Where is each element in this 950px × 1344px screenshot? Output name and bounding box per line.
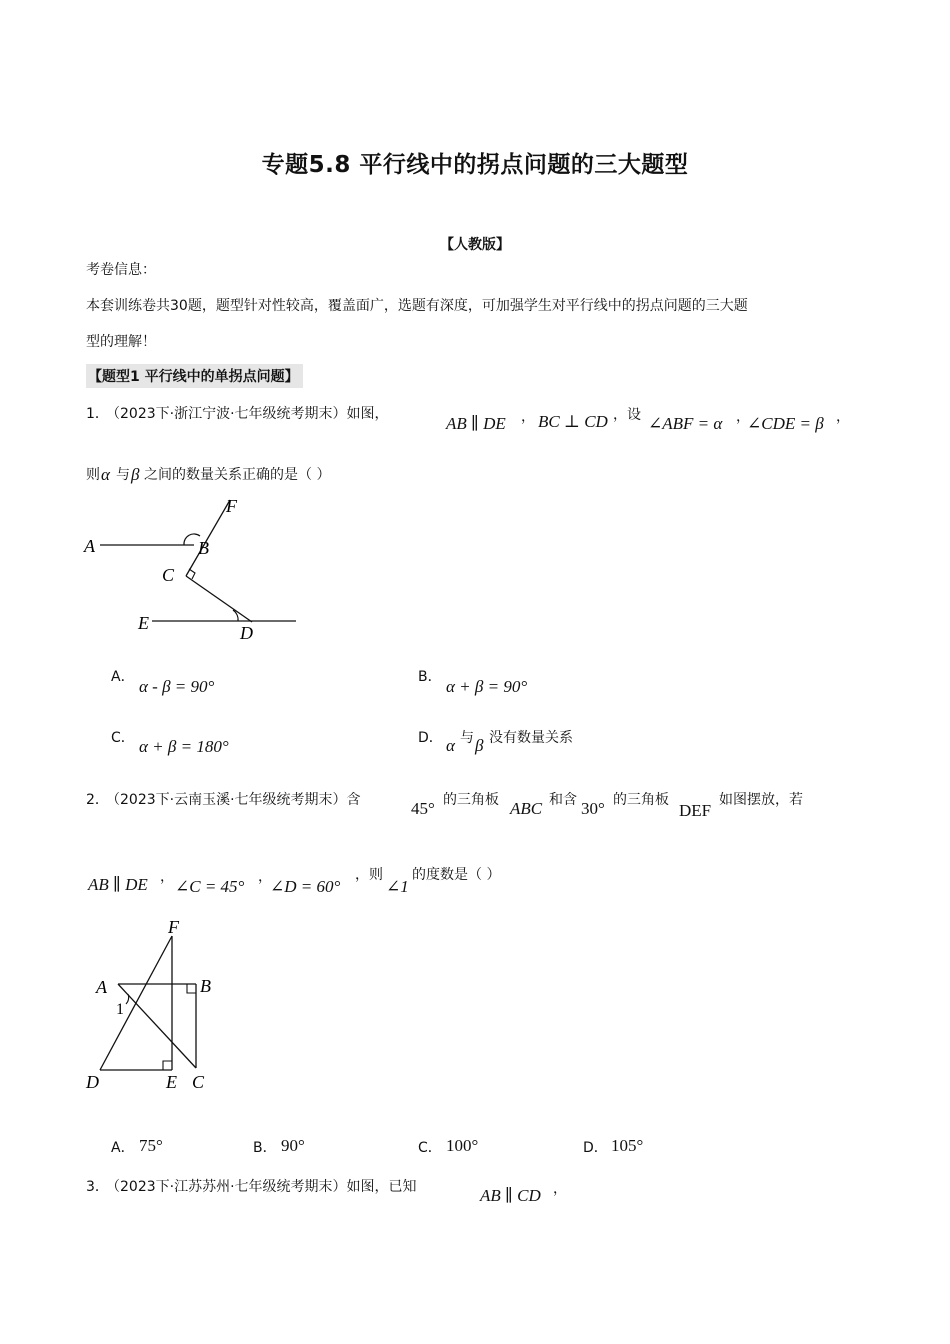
q2-option-c-label[interactable]: C． bbox=[418, 1140, 442, 1156]
label-b: B bbox=[198, 538, 209, 558]
label-d: D bbox=[240, 623, 253, 643]
q2-condition-parallel: AB ∥ DE bbox=[88, 875, 148, 894]
label-c: C bbox=[192, 1072, 205, 1092]
q2-deg-30: 30° bbox=[581, 799, 605, 818]
q1-option-d-text[interactable]: 没有数量关系 bbox=[489, 730, 573, 746]
q1-number: 1． bbox=[86, 406, 109, 422]
label-b: B bbox=[200, 976, 211, 996]
q2-option-b[interactable]: 90° bbox=[281, 1136, 305, 1155]
q1-option-a[interactable]: α - β = 90° bbox=[139, 677, 215, 696]
label-e: E bbox=[166, 1072, 177, 1092]
q3-sep-1: ， bbox=[553, 1181, 567, 1197]
q1-sep-1: ， bbox=[521, 409, 535, 425]
q2-angle-1: ∠1 bbox=[386, 877, 409, 896]
q1-option-b[interactable]: α + β = 90° bbox=[446, 677, 528, 696]
q1-option-c[interactable]: α + β = 180° bbox=[139, 737, 229, 756]
q2-ask: 的度数是（ ） bbox=[412, 867, 501, 883]
q2-option-b-label[interactable]: B． bbox=[253, 1140, 277, 1156]
q1-sep-4: ， bbox=[836, 409, 850, 425]
q2-option-a[interactable]: 75° bbox=[139, 1136, 163, 1155]
q1-ask-alpha: α bbox=[101, 465, 110, 484]
q1-option-c-label[interactable]: C． bbox=[111, 730, 135, 746]
q1-figure bbox=[82, 492, 312, 652]
q1-option-b-label[interactable]: B． bbox=[418, 669, 442, 685]
q2-triangle-def: DEF bbox=[679, 801, 712, 820]
angle-arc-1 bbox=[126, 994, 129, 1004]
q1-source: （2023下·浙江宁波·七年级统考期末）如图， bbox=[106, 406, 389, 422]
q2-option-d-label[interactable]: D． bbox=[583, 1140, 608, 1156]
q1-ask-beta: β bbox=[131, 465, 140, 484]
label-e: E bbox=[138, 613, 149, 633]
q2-sep-2: ， bbox=[258, 869, 272, 885]
q2-condition-d: ∠D = 60° bbox=[270, 877, 341, 896]
label-f: F bbox=[168, 917, 179, 937]
q1-ask-prefix: 则 bbox=[86, 467, 100, 483]
label-c: C bbox=[162, 565, 175, 585]
right-angle-mark-b bbox=[187, 984, 196, 993]
q1-sep-3: ， bbox=[736, 409, 750, 425]
q1-condition-parallel: AB ∥ DE bbox=[446, 414, 506, 433]
q2-option-c[interactable]: 100° bbox=[446, 1136, 479, 1155]
q1-option-a-label[interactable]: A． bbox=[111, 669, 135, 685]
label-f: F bbox=[226, 496, 237, 516]
q1-condition-beta: ∠CDE = β bbox=[747, 414, 824, 433]
line-cd bbox=[186, 576, 252, 622]
intro-line-1: 本套训练卷共30题，题型针对性较高，覆盖面广，选题有深度，可加强学生对平行线中的拐点问题的三大题 bbox=[86, 298, 748, 314]
label-a: A bbox=[84, 536, 95, 556]
intro-label: 考卷信息： bbox=[86, 262, 156, 278]
label-d: D bbox=[86, 1072, 99, 1092]
q1-sep-2: ，设 bbox=[613, 407, 641, 423]
right-angle-mark-e bbox=[163, 1061, 172, 1070]
q2-option-d[interactable]: 105° bbox=[611, 1136, 644, 1155]
q2-text-1: 的三角板 bbox=[443, 792, 499, 808]
q1-ask-suffix: 之间的数量关系正确的是（ ） bbox=[144, 467, 331, 483]
q2-text-4: 如图摆放，若 bbox=[719, 792, 803, 808]
q2-text-2: 和含 bbox=[549, 792, 577, 808]
q2-condition-c: ∠C = 45° bbox=[175, 877, 245, 896]
q3-condition-parallel: AB ∥ CD bbox=[480, 1186, 541, 1205]
q2-number: 2． bbox=[86, 792, 109, 808]
section-header-type-1: 【题型1 平行线中的单拐点问题】 bbox=[86, 364, 303, 388]
label-a: A bbox=[96, 977, 107, 997]
q1-condition-perpendicular: BC ⊥ CD bbox=[538, 412, 608, 431]
q2-sep-1: ， bbox=[160, 869, 174, 885]
q1-option-d-label[interactable]: D． bbox=[418, 730, 443, 746]
q2-triangle-abc: ABC bbox=[510, 799, 543, 818]
q3-source: （2023下·江苏苏州·七年级统考期末）如图，已知 bbox=[106, 1179, 417, 1195]
intro-line-2: 型的理解！ bbox=[86, 334, 156, 350]
q3-number: 3． bbox=[86, 1179, 109, 1195]
q1-option-d-mid[interactable]: 与 bbox=[460, 730, 474, 746]
line-ac bbox=[118, 984, 196, 1068]
q2-figure bbox=[82, 916, 232, 1096]
q2-source: （2023下·云南玉溪·七年级统考期末）含 bbox=[106, 792, 361, 808]
q2-sep-3: ，则 bbox=[355, 867, 383, 883]
q1-option-d-alpha[interactable]: α bbox=[446, 736, 455, 755]
q2-deg-45: 45° bbox=[411, 799, 435, 818]
q2-text-3: 的三角板 bbox=[613, 792, 669, 808]
page-title: 专题5.8 平行线中的拐点问题的三大题型 bbox=[261, 152, 689, 178]
q2-option-a-label[interactable]: A． bbox=[111, 1140, 135, 1156]
q1-option-d-beta[interactable]: β bbox=[475, 736, 484, 755]
edition-label: 【人教版】 bbox=[440, 237, 510, 253]
q1-condition-alpha: ∠ABF = α bbox=[648, 414, 723, 433]
q1-ask-mid: 与 bbox=[116, 467, 130, 483]
label-angle-1: 1 bbox=[116, 1001, 124, 1018]
